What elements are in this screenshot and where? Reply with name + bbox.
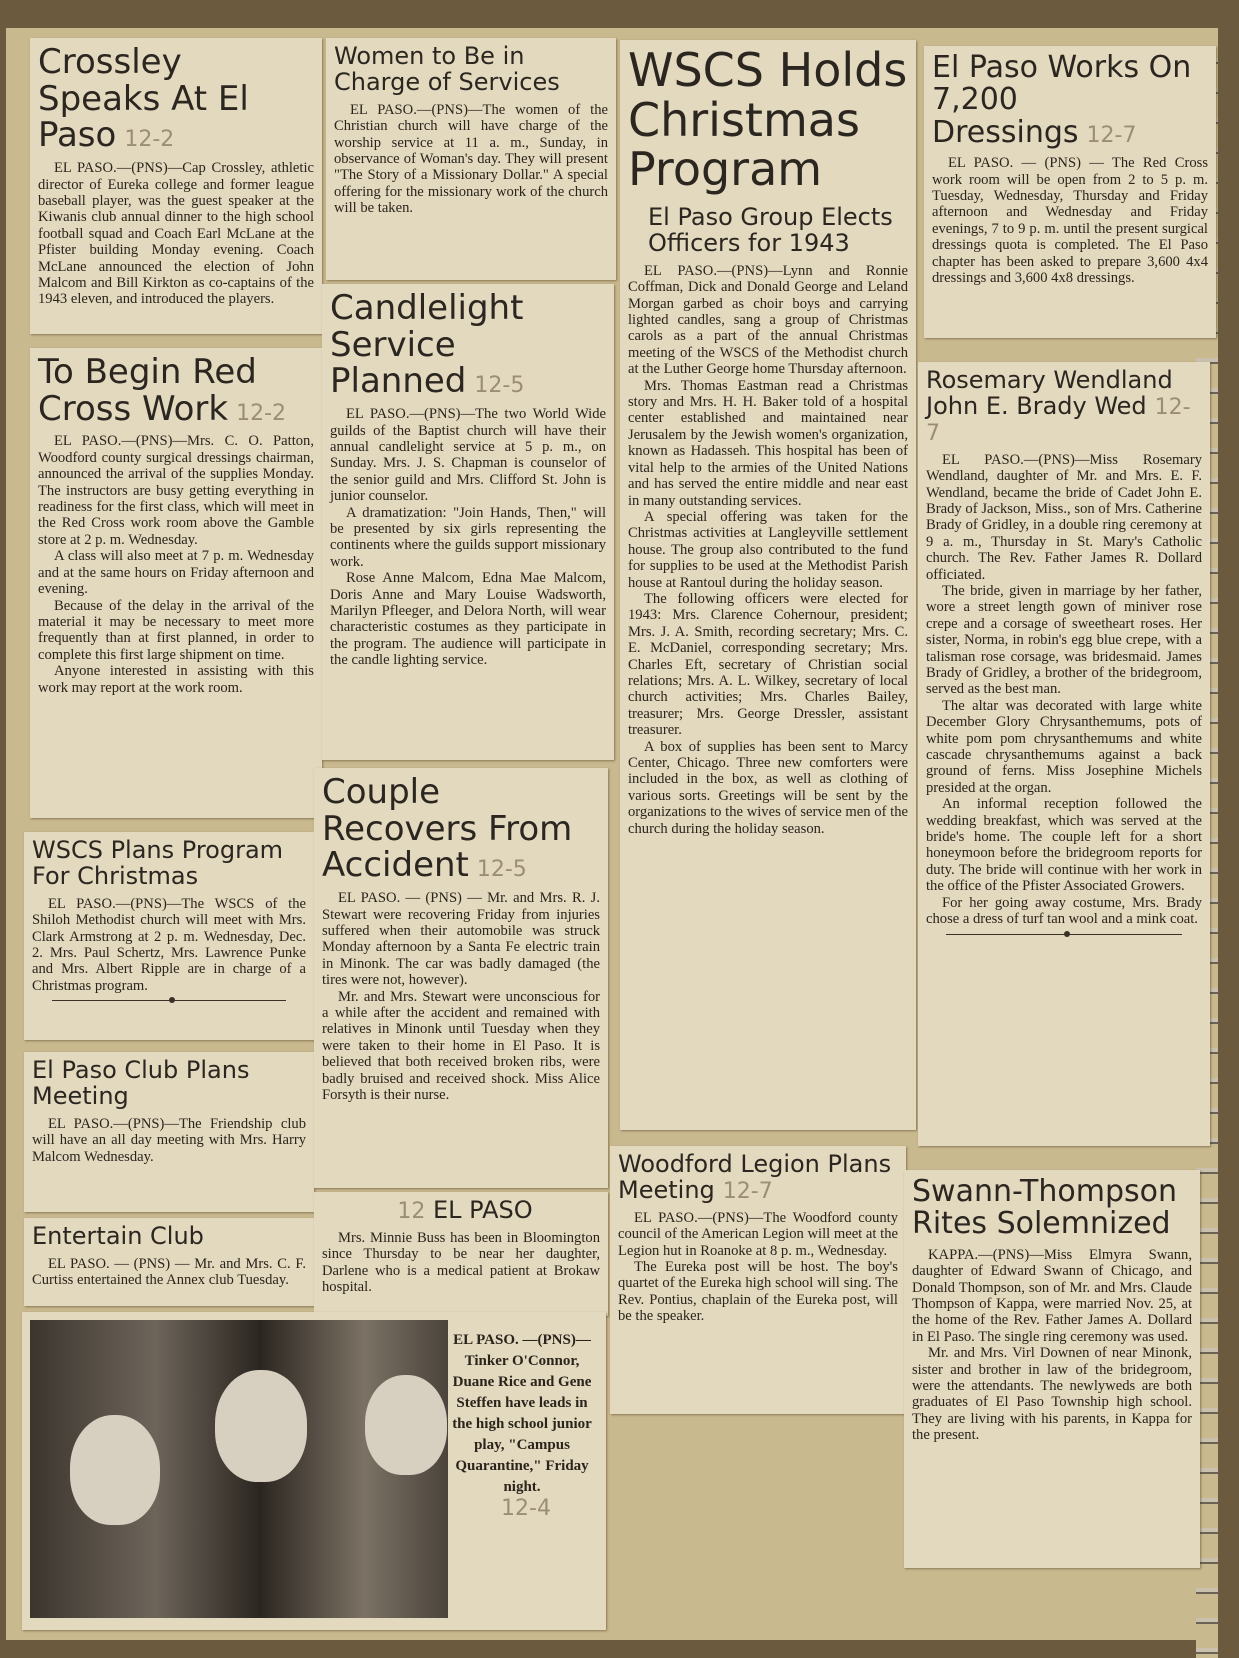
headline: El Paso Works On 7,200 Dressings 12-7 <box>932 50 1192 150</box>
article-body <box>926 452 1202 928</box>
article-wendland <box>918 362 1210 1146</box>
paragraph: A dramatization: "Join Hands, Then," will be presented by six girls representing the continents where the guilds support missionary work. <box>330 504 606 570</box>
article-body <box>618 1210 898 1325</box>
date-note: 12-2 <box>124 127 175 153</box>
article-club-meeting <box>24 1052 314 1212</box>
date-note: 12-7 <box>1086 122 1137 148</box>
article-entertain <box>24 1218 314 1306</box>
date-note: 12-7 <box>926 394 1191 446</box>
headline: Crossley Speaks At El Paso 12-2 <box>38 42 249 156</box>
paragraph: Rose Anne Malcom, Edna Mae Malcom, Doris Anne and Mary Louise Wadsworth, Marilyn Pfleeger, and Delora North, will wear characteristic costumes as they participate in the program. The audience will participate in the candle lighting service. <box>330 570 606 669</box>
paragraph: A box of supplies has been sent to Marcy Center, Chicago. Three new comforters were included in the box, as well as clothing of various sorts. Greetings will be sent by the organizations to the wives of service men of the church during the holiday season. <box>628 738 908 837</box>
headline: To Begin Red Cross Work 12-2 <box>38 352 287 429</box>
paragraph: EL PASO.—(PNS)—Mrs. C. O. Patton, Woodford county surgical dressings chairman, announced the arrival of the supplies Monday. The instructors are busy getting everything in readiness for the first class, which will meet in the Red Cross work room above the Gamble store at 2 p. m. Wednesday. <box>38 433 314 548</box>
paragraph: KAPPA.—(PNS)—Miss Elmyra Swann, daughter of Edward Swann of Chicago, and Donald Thompson, son of Mr. and Mrs. Claude Thompson of Kappa, were married Nov. 25, at the home of the Rev. Father James A. Dollard in El Paso. The single ring ceremony was used. <box>912 1246 1192 1345</box>
paragraph: EL PASO. — (PNS) — Mr. and Mrs. R. J. Stewart were recovering Friday from injuries suffered when their automobile was struck Monday afternoon by a Santa Fe electric train in Minonk. The car was badly damaged (the tires were not, however). <box>322 890 600 989</box>
paragraph: The altar was decorated with large white December Glory Chrysanthemums, pots of white pom pom chrysanthemums and white cascade chrysanthemums against a back ground of ferns. Miss Josephine Michels presided at the organ. <box>926 697 1202 796</box>
paragraph: A special offering was taken for the Christmas activities at Langleyville settlement house. The group also contributed to the fund for supplies to be used at the Methodist Parish house at Rantoul during the holiday season. <box>628 508 908 591</box>
paragraph: Mr. and Mrs. Stewart were unconscious for a while after the accident and remained with relatives in Minonk until Tuesday when they were taken to their home in El Paso. It is believed that both received broken ribs, were badly bruised and received shock. Miss Alice Forsyth is their nurse. <box>322 988 600 1104</box>
headline: Rosemary Wendland John E. Brady Wed 12-7 <box>926 366 1191 446</box>
article-body: EL PASO.—(PNS)—Cap Crossley, athletic director of Eureka college and former league baseball player, was the guest speaker at the Kiwanis club annual dinner to the high school football squad and Coach Earl McLane at the Pfister building Monday evening. Coach McLane announced the election of John Malcom and Bill Kirkton as co-captains of the 1943 eleven, and introduced the players. <box>38 160 314 308</box>
face <box>215 1370 307 1482</box>
headline: WSCS Holds Christmas Program <box>628 43 908 197</box>
paragraph: Mr. and Mrs. Virl Downen of near Minonk, sister and brother in law of the bridegroom, were the attendants. The newlyweds are both graduates of El Paso Township high school. They are living with his parents, in Kappa for the present. <box>912 1345 1192 1444</box>
headline: Candlelight Service Planned 12-5 <box>330 288 525 402</box>
paragraph: Anyone interested in assisting with this work may report at the work room. <box>38 663 314 696</box>
paragraph: The Eureka post will be host. The boy's quartet of the Eureka high school will sing. The Rev. Pontius, chaplain of the Eureka post, will be the speaker. <box>618 1259 898 1325</box>
article-body <box>322 890 600 1103</box>
paragraph: EL PASO.—(PNS)—Lynn and Ronnie Coffman, Dick and Donald George and Leland Morgan garbed as choir boys and carrying lighted candles, sang a group of Christmas carols as a part of the annual Christmas meeting of the WSCS of the Methodist church at the Luther George home Thursday afternoon. <box>628 262 908 378</box>
headline: Swann-Thompson Rites Solemnized <box>912 1174 1178 1242</box>
date-note: 12-2 <box>236 400 287 426</box>
paragraph: Because of the delay in the arrival of the material it may be necessary to meet more frequently than at first planned, in order to complete this first large shipment on time. <box>38 597 314 663</box>
date-note: 12 <box>397 1199 426 1224</box>
headline: Women to Be in Charge of Services <box>334 42 560 96</box>
article-body: EL PASO. — (PNS) — The Red Cross work room will be open from 2 to 5 p. m. Tuesday, Wednesday, Thursday and Friday afternoon and Wednesday and Friday evenings, 7 to 9 p. m. until the present surgical dressings quota is completed. The El Paso chapter has been asked to prepare 3,600 4x4 dressings and 3,600 4x8 dressings. <box>932 155 1208 287</box>
subheadline: El Paso Group Elects Officers for 1943 <box>648 203 893 257</box>
article-body <box>912 1247 1192 1444</box>
face <box>70 1415 160 1525</box>
headline: Woodford Legion Plans Meeting 12-7 <box>618 1150 892 1204</box>
divider <box>52 1000 286 1001</box>
article-body: EL PASO.—(PNS)—The WSCS of the Shiloh Methodist church will meet with Mrs. Clark Armstrong at 2 p. m. Wednesday, Dec. 2. Mrs. Paul Schertz, Mrs. Lawrence Punke and Mrs. Albert Ripple are in charge of a Christmas program. <box>32 895 306 994</box>
article-legion <box>610 1146 906 1414</box>
paragraph: An informal reception followed the wedding breakfast, which was served at the bride's home. The couple left for a short honeymoon before the bridegroom reports for duty. The bride will continue with her work in the office of the Pfister Associated Growers. <box>926 796 1202 895</box>
article-couple <box>314 768 608 1188</box>
headline: El Paso Club Plans Meeting <box>32 1056 250 1110</box>
headline: 12 EL PASO <box>397 1196 533 1224</box>
paragraph: The bride, given in marriage by her father, wore a street length gown of miniver rose crepe and a corsage of sweetheart roses. Her sister, Norma, in robin's egg blue crepe, with a talisman rose corsage, was bridesmaid. James Brady of Gridley, a brother of the bridegroom, served as the best man. <box>926 582 1202 698</box>
article-wscs-holds <box>620 40 916 1130</box>
article-body <box>38 433 314 696</box>
article-candlelight <box>322 284 614 760</box>
article-body: EL PASO.—(PNS)—The Friendship club will have an all day meeting with Mrs. Harry Malcom Wednesday. <box>32 1115 306 1165</box>
date-note: 12-5 <box>476 857 527 883</box>
headline: WSCS Plans Program For Christmas <box>32 836 284 890</box>
article-body: EL PASO. — (PNS) — Mr. and Mrs. C. F. Curtiss entertained the Annex club Tuesday. <box>32 1255 306 1289</box>
paragraph: EL PASO.—(PNS)—The two World Wide guilds of the Baptist church will have their annual candlelight service at 5 p. m., on Sunday. Mrs. J. S. Chapman is counselor of the senior guild and Mrs. Clifford St. John is junior counselor. <box>330 406 606 505</box>
article-dressings <box>924 46 1216 338</box>
headline: Entertain Club <box>32 1222 204 1250</box>
date-note: 12-4 <box>501 1496 551 1521</box>
article-red-cross <box>30 348 322 818</box>
face <box>365 1375 447 1475</box>
paragraph: The following officers were elected for 1943: Mrs. Clarence Cohernour, president; Mrs. J. A. Smith, recording secretary; Mrs. C. E. McDaniel, corresponding secretary; Mrs. Charles Eft, secretary of Christian social relations; Mrs. A. L. Wilkey, secretary of local church activities; Mrs. Charles Bailey, treasurer; Mrs. George Dressler, assistant treasurer. <box>628 590 908 739</box>
paragraph: EL PASO.—(PNS)—The Woodford county council of the American Legion will meet at the Legion hut in Roanoke at 8 p. m., Wednesday. <box>618 1209 898 1259</box>
caption-text: EL PASO. —(PNS)— Tinker O'Connor, Duane Rice and Gene Steffen have leads in the high school junior play, "Campus Quarantine," Friday night. <box>452 1332 592 1495</box>
article-body: Mrs. Minnie Buss has been in Bloomington since Thursday to be near her daughter, Darlene who is a medical patient at Brokaw hospital. <box>322 1229 600 1296</box>
article-body <box>330 406 606 669</box>
paragraph: Mrs. Thomas Eastman read a Christmas story and Mrs. H. H. Baker told of a hospital center established and maintained near Jerusalem by the Jewish women's organization, known as Hadasseh. This hospital has been of vital help to the armies of the United Nations and has served the entire middle and near east in many outstanding services. <box>628 377 908 509</box>
article-wscs-plans <box>24 832 314 1040</box>
photo-caption <box>452 1330 592 1519</box>
article-crossley <box>30 38 322 334</box>
paragraph: EL PASO.—(PNS)—Miss Rosemary Wendland, daughter of Mr. and Mrs. E. F. Wendland, became the bride of Cadet John E. Brady of Jackson, Miss., son of Mrs. Catherine Brady of Gridley, in a double ring ceremony at 9 a. m., Thursday in St. Mary's Catholic church. The Rev. Father James R. Dollard officiated. <box>926 451 1202 583</box>
article-swann <box>904 1170 1200 1568</box>
article-body <box>628 263 908 837</box>
date-note: 12-5 <box>474 373 525 399</box>
article-el-paso-note <box>314 1192 608 1316</box>
article-body: EL PASO.—(PNS)—The women of the Christian church will have charge of the worship service at 11 a. m., Sunday, in observance of Woman's day. They will present "The Story of a Missionary Dollar." A special offering for the missionary work of the church will be taken. <box>334 101 608 217</box>
divider <box>946 934 1182 935</box>
paragraph: A class will also meet at 7 p. m. Wednesday and at the same hours on Friday afternoon and evening. <box>38 548 314 598</box>
paragraph: For her going away costume, Mrs. Brady chose a dress of turf tan wool and a mink coat. <box>926 894 1202 928</box>
photo-three-students <box>30 1320 448 1618</box>
article-women <box>326 38 616 280</box>
headline: Couple Recovers From Accident 12-5 <box>322 772 573 886</box>
date-note: 12-7 <box>722 1178 773 1204</box>
